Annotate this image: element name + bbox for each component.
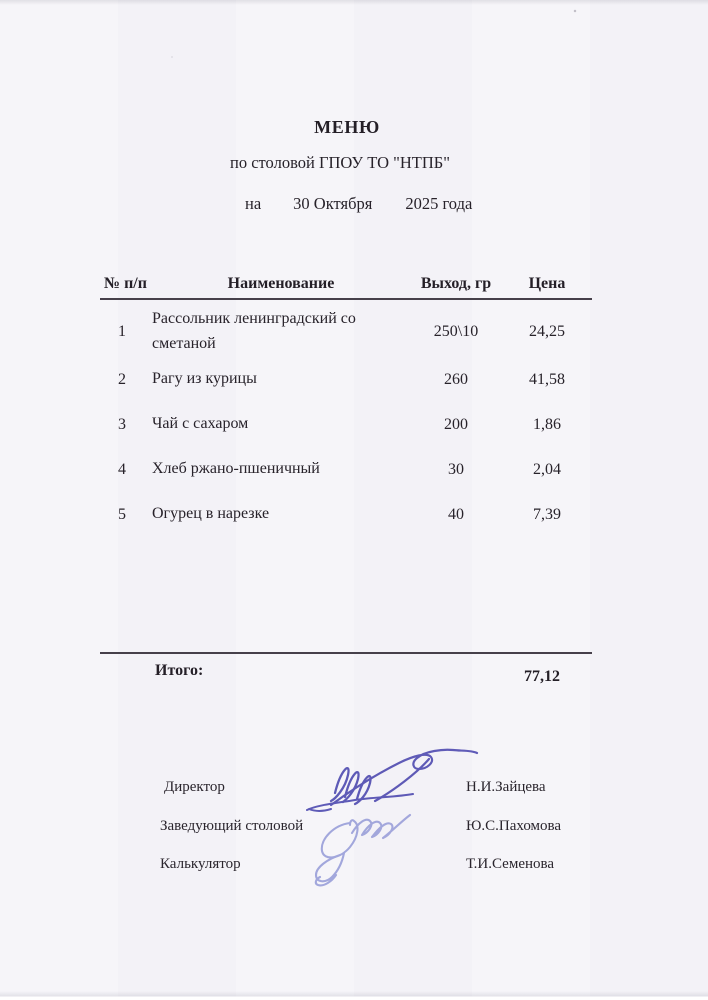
signature-name: Ю.С.Пахомова xyxy=(466,818,562,834)
column-header-output: Выход, гр xyxy=(420,275,492,292)
menu-table-header xyxy=(100,258,592,300)
doc-subtitle: по столовой ГПОУ ТО "НТПБ" xyxy=(230,153,450,172)
signature-name: Н.И.Зайцева xyxy=(466,779,546,795)
signature-role: Директор xyxy=(164,779,225,795)
total-value: 77,12 xyxy=(524,668,560,685)
dish-price: 2,04 xyxy=(533,460,561,478)
table-row xyxy=(100,300,592,357)
row-number: 4 xyxy=(118,460,126,478)
row-number: 1 xyxy=(118,323,126,340)
table-row xyxy=(100,492,592,537)
dish-output: 40 xyxy=(448,505,464,523)
total-section xyxy=(100,652,592,694)
signature-line-director xyxy=(160,779,590,796)
dish-name: Чай с сахаром xyxy=(152,415,249,433)
column-header-price: Цена xyxy=(528,275,566,292)
table-row xyxy=(100,402,592,447)
signature-line-calculator xyxy=(160,856,590,873)
signature-role: Заведующий столовой xyxy=(160,818,304,834)
dish-output: 260 xyxy=(444,370,468,388)
dish-price: 7,39 xyxy=(533,505,561,523)
signature-line-canteen-manager xyxy=(160,818,590,835)
dish-price: 1,86 xyxy=(533,415,561,433)
dish-output: 30 xyxy=(448,460,464,478)
dish-price: 24,25 xyxy=(529,323,565,340)
doc-title: МЕНЮ xyxy=(314,117,380,137)
column-header-name: Наименование xyxy=(227,275,335,292)
date-day-month: 30 Октября xyxy=(293,194,373,213)
dish-price: 41,58 xyxy=(529,370,565,388)
dish-name: Рассольник ленинградский со сметаной xyxy=(152,310,356,352)
row-number: 3 xyxy=(118,415,126,433)
row-number: 5 xyxy=(118,505,126,523)
date-prefix: на xyxy=(245,194,262,213)
row-number: 2 xyxy=(118,370,126,388)
dish-name: Рагу из курицы xyxy=(152,370,257,388)
date-year: 2025 года xyxy=(405,194,473,213)
menu-table xyxy=(100,258,592,537)
table-row xyxy=(100,447,592,492)
dish-output: 250\10 xyxy=(433,323,479,340)
signature-role: Калькулятор xyxy=(160,856,241,872)
dish-name: Хлеб ржано-пшеничный xyxy=(152,460,320,478)
dish-name: Огурец в нарезке xyxy=(152,505,270,523)
total-label: Итого: xyxy=(155,662,204,679)
signature-name: Т.И.Семенова xyxy=(466,856,555,872)
table-row xyxy=(100,357,592,402)
column-header-num: № п/п xyxy=(104,275,147,292)
doc-date-line xyxy=(245,194,472,214)
dish-output: 200 xyxy=(444,415,468,433)
